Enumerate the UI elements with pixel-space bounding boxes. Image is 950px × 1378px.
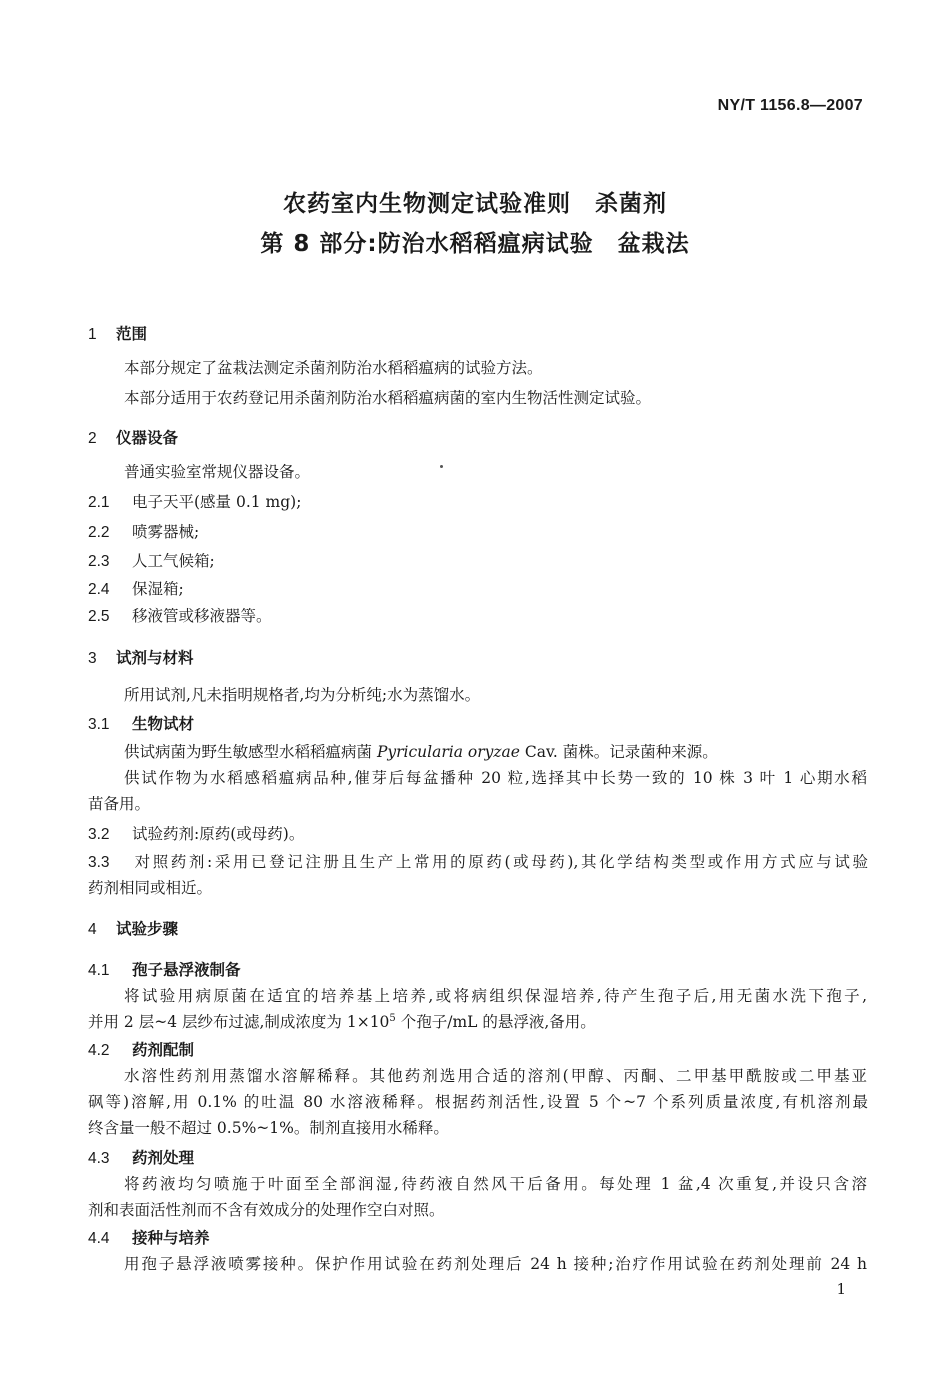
subsection-4-4-heading [88, 1226, 210, 1248]
section-3-paragraph: 所用试剂,凡未指明规格者,均为分析纯;水为蒸馏水。 [124, 686, 481, 704]
text: Cav. 菌株。记录菌种来源。 [519, 743, 718, 761]
section-2-paragraph: 普通实验室常规仪器设备。 [124, 463, 311, 481]
section-number: 3 [88, 650, 97, 667]
list-item [88, 490, 301, 512]
subsection-3-3-line-1 [88, 850, 868, 872]
subsection-4-1-heading [88, 958, 241, 980]
subsection-title: 生物试材 [132, 715, 195, 733]
subsection-4-2-line-1: 水溶性药剂用蒸馏水溶解稀释。其他药剂选用合适的溶剂(甲醇、丙酮、二甲基甲酰胺或二甲基亚 [124, 1067, 867, 1085]
item-number: 2.4 [88, 581, 110, 598]
section-3-heading [88, 646, 194, 668]
subsection-number: 4.1 [88, 962, 110, 979]
exponent: 5 [389, 1012, 396, 1024]
section-1-heading [88, 322, 147, 344]
standard-code: NY/T 1156.8—2007 [717, 97, 863, 114]
section-4-heading [88, 917, 178, 939]
subsection-number: 4.3 [88, 1150, 110, 1167]
subsection-3-3-line-2: 药剂相同或相近。 [88, 879, 213, 897]
section-title: 范围 [116, 325, 148, 343]
speck [440, 465, 443, 468]
subsection-4-2-heading [88, 1038, 194, 1060]
subsection-4-1-line-1: 将试验用病原菌在适宜的培养基上培养,或将病组织保湿培养,待产生孢子后,用无菌水洗下孢子, [124, 987, 867, 1005]
subsection-number: 4.4 [88, 1230, 110, 1247]
item-text: 试验药剂:原药(或母药)。 [132, 825, 305, 843]
subsection-4-1-line-2 [88, 1010, 596, 1032]
page-number: 1 [836, 1280, 846, 1298]
item-number: 3.2 [88, 826, 110, 843]
item-text: 电子天平(感量 0.1 mg); [132, 493, 302, 511]
section-number: 1 [88, 326, 97, 343]
subsection-title: 接种与培养 [132, 1229, 210, 1247]
item-number: 2.2 [88, 524, 110, 541]
subsection-4-2-line-3: 终含量一般不超过 0.5%~1%。制剂直接用水稀释。 [88, 1119, 449, 1137]
section-1-paragraph-2: 本部分适用于农药登记用杀菌剂防治水稻稻瘟病菌的室内生物活性测定试验。 [124, 389, 652, 407]
item-number: 3.3 [88, 854, 110, 871]
item-number: 2.5 [88, 608, 110, 625]
item-text: 移液管或移液器等。 [132, 607, 272, 625]
item-number: 2.1 [88, 494, 110, 511]
section-number: 2 [88, 430, 97, 447]
document-title-line2: 第 8 部分:防治水稻稻瘟病试验 盆栽法 [260, 231, 690, 257]
subsection-title: 孢子悬浮液制备 [132, 961, 241, 979]
list-item [88, 520, 199, 542]
subsection-4-4-line-1: 用孢子悬浮液喷雾接种。保护作用试验在药剂处理后 24 h 接种;治疗作用试验在药剂处理前 24 h [124, 1255, 867, 1273]
subsection-3-1-paragraph-2-line-2: 苗备用。 [88, 795, 151, 813]
subsection-4-2-line-2: 砜等)溶解,用 0.1% 的吐温 80 水溶液稀释。根据药剂活性,设置 5 个~7 个系列质量浓度,有机溶剂最 [88, 1093, 868, 1111]
subsection-title: 药剂配制 [132, 1041, 195, 1059]
species-name: Pyricularia oryzae [376, 743, 520, 761]
section-title: 试剂与材料 [116, 649, 194, 667]
subsection-3-1-heading [88, 712, 194, 734]
section-number: 4 [88, 921, 97, 938]
subsection-4-3-line-2: 剂和表面活性剂而不含有效成分的处理作空白对照。 [88, 1201, 445, 1219]
item-number: 2.3 [88, 553, 110, 570]
subsection-4-3-line-1: 将药液均匀喷施于叶面至全部润湿,待药液自然风干后备用。每处理 1 盆,4 次重复,并设只含溶 [124, 1175, 867, 1193]
text: 个孢子/mL 的悬浮液,备用。 [395, 1013, 596, 1031]
item-text: 对照药剂:采用已登记注册且生产上常用的原药(或母药),其化学结构类型或作用方式应与试验 [132, 853, 868, 871]
item-text: 保湿箱; [132, 580, 184, 598]
list-item [88, 604, 272, 626]
section-title: 仪器设备 [116, 429, 179, 447]
section-2-heading [88, 426, 178, 448]
document-title-line1: 农药室内生物测定试验准则 杀菌剂 [283, 191, 667, 217]
subsection-3-1-paragraph-1 [124, 740, 718, 762]
subsection-number: 3.1 [88, 716, 110, 733]
subsection-title: 药剂处理 [132, 1149, 195, 1167]
text: 并用 2 层~4 层纱布过滤,制成浓度为 1×10 [88, 1013, 390, 1031]
list-item [88, 577, 184, 599]
list-item [88, 549, 215, 571]
section-title: 试验步骤 [116, 920, 179, 938]
text: 供试病菌为野生敏感型水稻稻瘟病菌 [124, 743, 377, 761]
section-1-paragraph-1: 本部分规定了盆栽法测定杀菌剂防治水稻稻瘟病的试验方法。 [124, 359, 543, 377]
subsection-4-3-heading [88, 1146, 194, 1168]
subsection-3-1-paragraph-2-line-1: 供试作物为水稻感稻瘟病品种,催芽后每盆播种 20 粒,选择其中长势一致的 10 株 3 叶 1 心期水稻 [124, 769, 867, 787]
item-text: 人工气候箱; [132, 552, 215, 570]
subsection-3-2 [88, 822, 304, 844]
subsection-number: 4.2 [88, 1042, 110, 1059]
item-text: 喷雾器械; [132, 523, 200, 541]
